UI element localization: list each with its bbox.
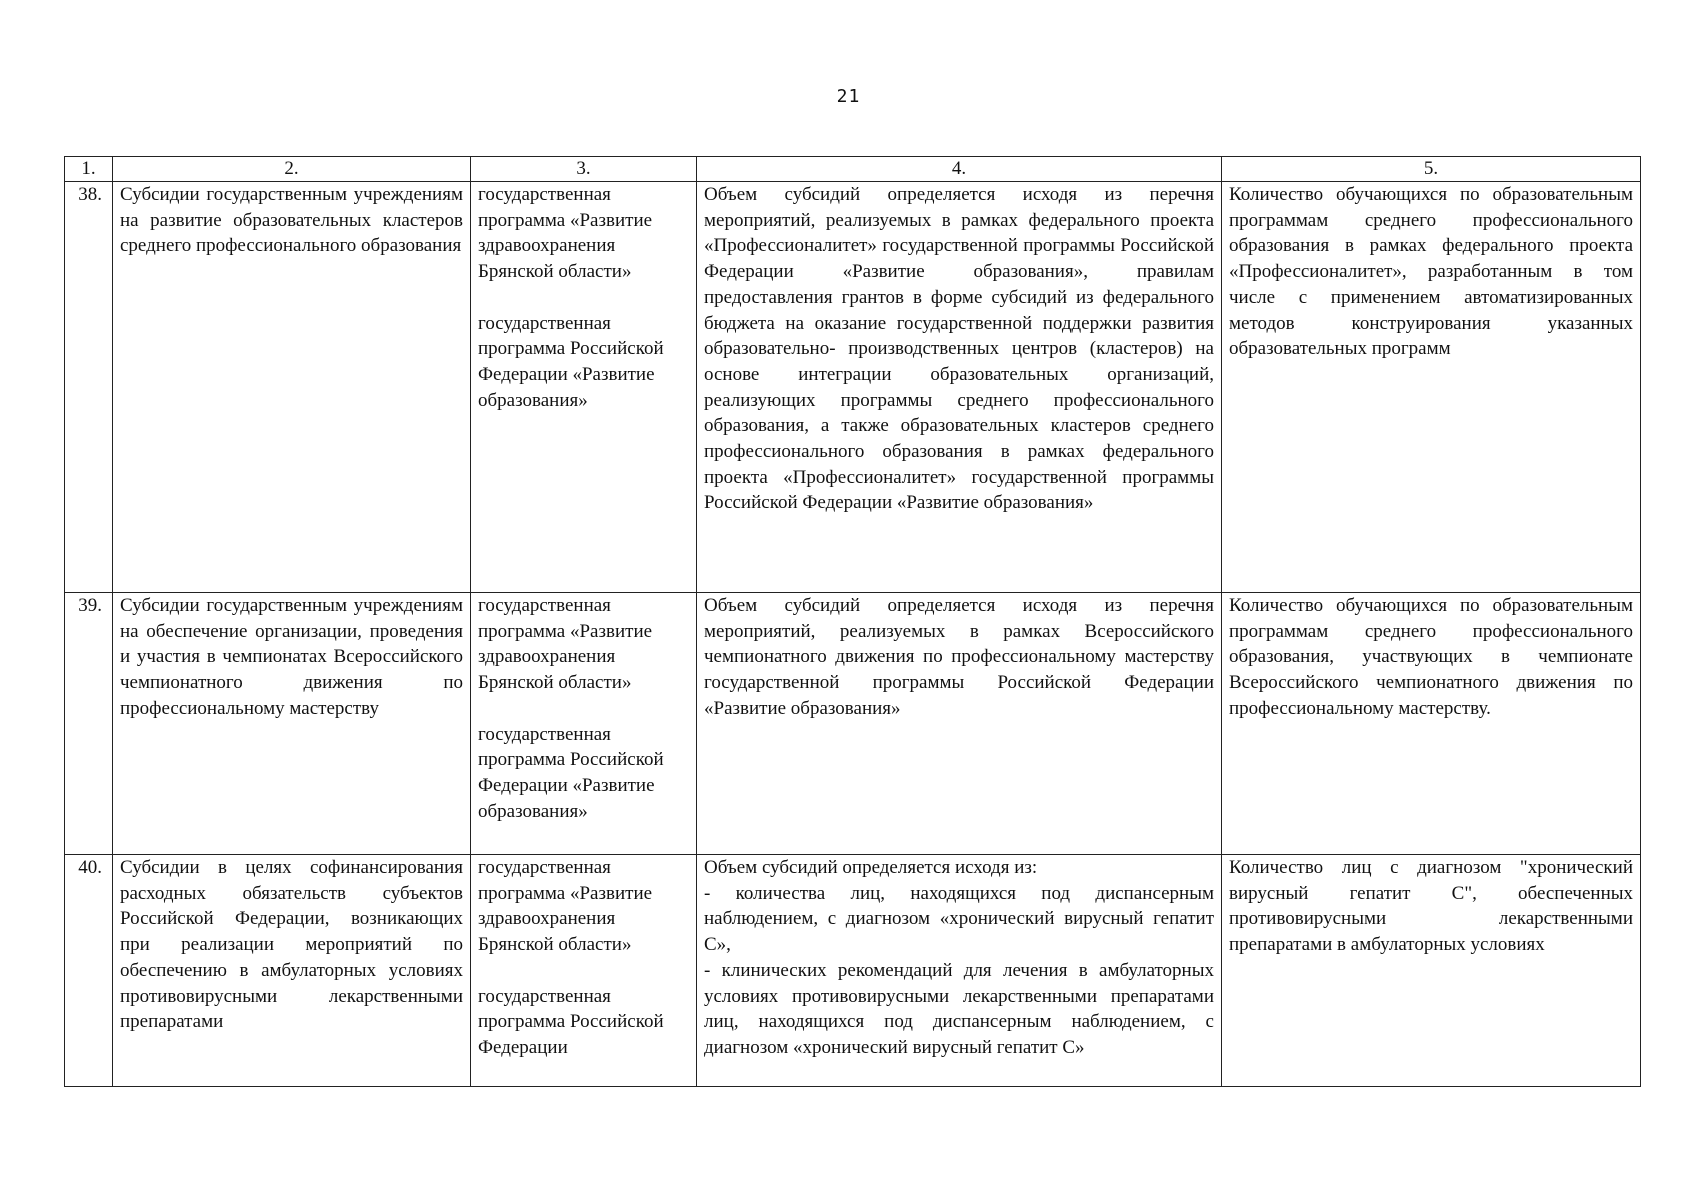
method-item: - количества лиц, находящихся под диспансерным наблюдением, с диагнозом «хронический вирусный гепатит С», xyxy=(704,882,1214,956)
calculation-method: Объем субсидий определяется исходя из перечня мероприятий, реализуемых в рамках федерального проекта «Профессионалитет» государственной программы Российской Федерации «Развитие образования», правилам предоставления грантов в форме субсидий из федерального бюджета на оказание государственной поддержки развития образовательно- производственных центров (кластеров) на основе интеграции образовательных организаций, реализующих программы среднего профессионального образования, а также образовательных кластеров среднего профессионального образования в рамках федерального проекта «Профессионалитет» государственной программы Российской Федерации «Развитие образования» xyxy=(697,182,1222,593)
program-federal: государственная программа Российской Федерации xyxy=(478,985,664,1058)
paragraph-gap xyxy=(478,696,689,722)
result-indicator: Количество обучающихся по образовательным программам среднего профессионального образования, участвующих в чемпионате Всероссийского чемпионатного движения по профессиональному мастерству. xyxy=(1222,593,1641,855)
subsidy-name: Субсидии государственным учреждениям на обеспечение организации, проведения и участия в чемпионатах Всероссийского чемпионатного движения по профессиональному мастерству xyxy=(113,593,471,855)
program-cell xyxy=(471,593,697,855)
row-number: 39. xyxy=(65,593,113,855)
program-cell xyxy=(471,855,697,1087)
paragraph-gap xyxy=(478,285,689,311)
column-header-2: 2. xyxy=(113,157,471,182)
program-federal: государственная программа Российской Федерации «Развитие образования» xyxy=(478,312,664,411)
result-indicator: Количество лиц с диагнозом "хронический вирусный гепатит С", обеспеченных противовирусными лекарственными препаратами в амбулаторных условиях xyxy=(1222,855,1641,1087)
table-row xyxy=(65,182,1641,593)
program-regional: государственная программа «Развитие здравоохранения Брянской области» xyxy=(478,857,653,956)
method-item: - клинических рекомендаций для лечения в амбулаторных условиях противовирусными лекарственными препаратами лиц, находящихся под диспансерным наблюдением, с диагнозом «хронический вирусный гепатит С» xyxy=(704,959,1214,1058)
program-regional: государственная программа «Развитие здравоохранения Брянской области» xyxy=(478,184,653,283)
program-regional: государственная программа «Развитие здравоохранения Брянской области» xyxy=(478,595,653,694)
column-header-1: 1. xyxy=(65,157,113,182)
column-header-5: 5. xyxy=(1222,157,1641,182)
column-header-3: 3. xyxy=(471,157,697,182)
table-row xyxy=(65,855,1641,1087)
paragraph-gap xyxy=(478,958,689,984)
method-intro: Объем субсидий определяется исходя из: xyxy=(704,857,1038,878)
subsidy-name: Субсидии государственным учреждениям на развитие образовательных кластеров среднего профессионального образования xyxy=(113,182,471,593)
subsidies-table xyxy=(64,156,1641,1087)
table-row xyxy=(65,593,1641,855)
table-header-row xyxy=(65,157,1641,182)
row-number: 38. xyxy=(65,182,113,593)
program-cell xyxy=(471,182,697,593)
subsidy-name: Субсидии в целях софинансирования расходных обязательств субъектов Российской Федерации, возникающих при реализации мероприятий по обеспечению в амбулаторных условиях противовирусными лекарственными препаратами xyxy=(113,855,471,1087)
result-indicator: Количество обучающихся по образовательным программам среднего профессионального образования в рамках федерального проекта «Профессионалитет», разработанным в том числе с применением автоматизированных методов конструирования указанных образовательных программ xyxy=(1222,182,1641,593)
program-federal: государственная программа Российской Федерации «Развитие образования» xyxy=(478,723,664,822)
calculation-method: Объем субсидий определяется исходя из перечня мероприятий, реализуемых в рамках Всероссийского чемпионатного движения по профессиональному мастерству государственной программы Российской Федерации «Развитие образования» xyxy=(697,593,1222,855)
page-number: 21 xyxy=(836,86,861,107)
calculation-method xyxy=(697,855,1222,1087)
column-header-4: 4. xyxy=(697,157,1222,182)
row-number: 40. xyxy=(65,855,113,1087)
